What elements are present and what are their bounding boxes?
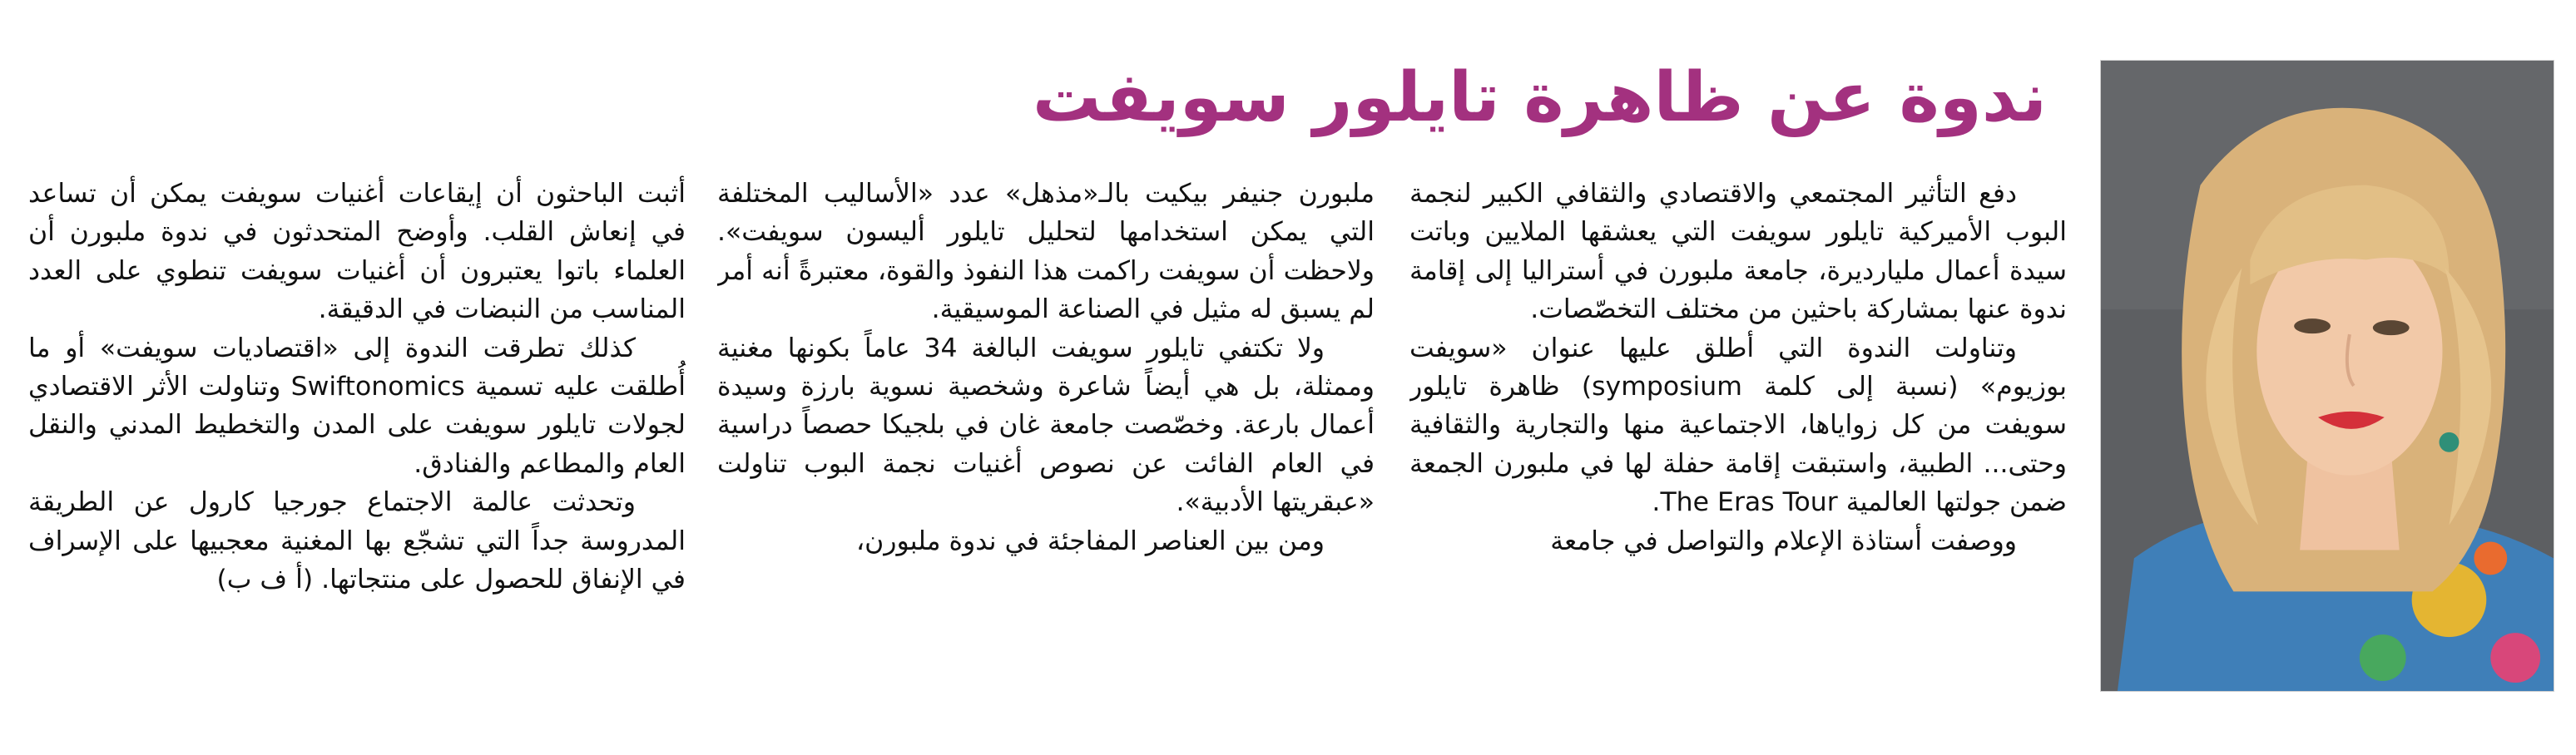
article-photo: [2100, 60, 2554, 692]
dress-pattern-2: [2490, 633, 2540, 683]
right-eye: [2373, 320, 2410, 335]
column-3-paragraph-2: كذلك تطرقت الندوة إلى «اقتصاديات سويفت» أو ما أُطلقت عليه تسمية Swiftonomics وتناولت الأثر الاقتصادي لجولات تايلور سويفت على المدن والتخطيط المدني والنقل العام والمطاعم والفنادق.: [28, 333, 686, 479]
earring: [2440, 432, 2460, 452]
dress-pattern-3: [2360, 634, 2406, 681]
left-eye: [2294, 318, 2331, 333]
article-headline: ندوة عن ظاهرة تايلور سويفت: [1033, 58, 2047, 137]
column-1-paragraph-2: وتناولت الندوة التي أطلق عليها عنوان «سويفت بوزيوم» (نسبة إلى كلمة symposium) ظاهرة تايلور سويفت من كل زواياها، الاجتماعية منها والتجارية والثقافية وحتى... الطبية، واستبقت إقامة حفلة لها في ملبورن الجمعة ضمن جولتها العالمية The Eras Tour.: [1409, 333, 2067, 518]
dress-pattern-4: [2474, 541, 2507, 575]
column-2-paragraph-2: ولا تكتفي تايلور سويفت البالغة 34 عاماً بكونها مغنية وممثلة، بل هي أيضاً شاعرة وشخصية نسوية بارزة وسيدة أعمال بارعة. وخصّصت جامعة غان في بلجيكا حصصاً دراسية في العام الفائت عن نصوص أغنيات نجمة البوب تناولت «عبقريتها الأدبية».: [717, 333, 1375, 518]
article-column-3: [28, 175, 686, 698]
column-1-paragraph-3: ووصفت أستاذة الإعلام والتواصل في جامعة: [1550, 526, 2017, 556]
column-2-paragraph-1: ملبورن جنيفر بيكيت بالـ«مذهل» عدد «الأساليب المختلفة التي يمكن استخدامها لتحليل تايلور أليسون سويفت». ولاحظت أن سويفت راكمت هذا النفوذ والقوة، معتبرةً أنه أمر لم يسبق له مثيل في الصناعة الموسيقية.: [717, 179, 1375, 325]
column-3-paragraph-1: أثبت الباحثون أن إيقاعات أغنيات سويفت يمكن أن تساعد في إنعاش القلب. وأوضح المتحدثون في ندوة ملبورن أن العلماء باتوا يعتبرون أن أغنيات سويفت تنطوي على العدد المناسب من النبضات في الدقيقة.: [28, 179, 686, 325]
column-2-paragraph-3: ومن بين العناصر المفاجئة في ندوة ملبورن،: [855, 526, 1325, 556]
article-column-2: [717, 175, 1375, 698]
column-1-paragraph-1: دفع التأثير المجتمعي والاقتصادي والثقافي الكبير لنجمة البوب الأميركية تايلور سويفت التي يعشقها الملايين وباتت سيدة أعمال مليارديرة، جامعة ملبورن في أستراليا إلى إقامة ندوة عنها بمشاركة باحثين من مختلف التخصّصات.: [1409, 179, 2067, 325]
column-3-paragraph-3: وتحدثت عالمة الاجتماع جورجيا كارول عن الطريقة المدروسة جداً التي تشجّع بها المغنية معجبيها على الإسراف في الإنفاق للحصول على منتجاتها. (أ ف ب): [28, 487, 686, 595]
article-column-1: [1409, 175, 2067, 698]
portrait-illustration: [2101, 61, 2554, 691]
